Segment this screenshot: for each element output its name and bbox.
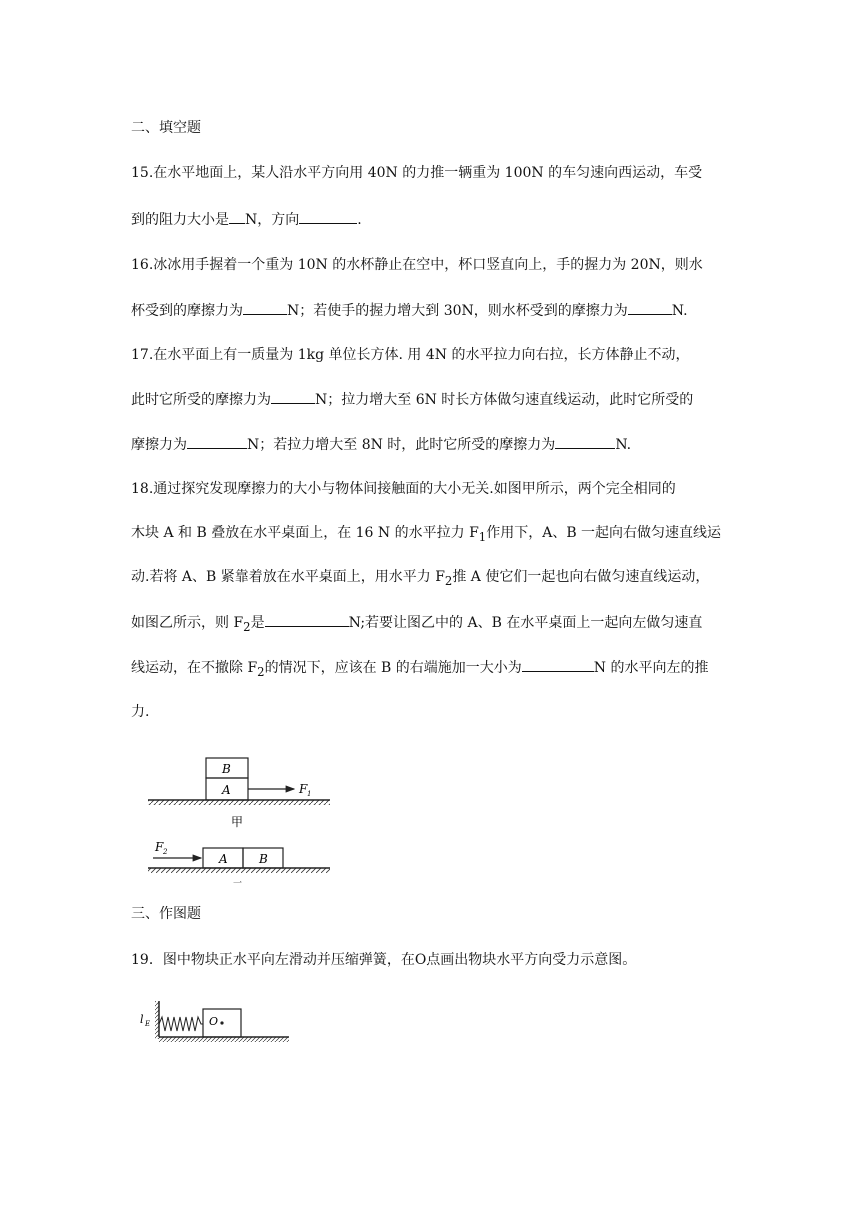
block-b-label-bottom: B [259, 852, 268, 866]
q17-blank-3[interactable] [555, 434, 615, 449]
q18-line-1: 18.通过探究发现摩擦力的大小与物体间接触面的大小无关.如图甲所示，两个完全相同的 [131, 481, 676, 497]
caption-jia: 甲 [231, 815, 244, 829]
q17-text-a: 此时它所受的摩擦力为 [131, 392, 271, 408]
q18-sub-1: 1 [478, 529, 487, 544]
q18-line-3 [131, 567, 709, 591]
q18-sub-2: 2 [444, 573, 453, 588]
force-f1-label: F [299, 782, 308, 796]
q18-sub-3: 2 [243, 619, 251, 634]
q18-text-i: 的情况下，应该在 B 的右端施加一大小为 [264, 660, 522, 676]
q16-text-c: N. [671, 303, 688, 319]
q19-figure-svg [136, 997, 296, 1045]
q15-text-c: . [357, 212, 362, 228]
q15-line-2 [131, 209, 362, 230]
q16-line-2 [131, 300, 688, 321]
q17-text-c: 摩擦力为 [131, 437, 187, 453]
q16-text-a: 杯受到的摩擦力为 [131, 303, 243, 319]
q18-figure-svg [131, 738, 343, 888]
q16-blank-1[interactable] [243, 300, 287, 315]
section-heading-fill-blank: 二、填空题 [131, 120, 201, 136]
q19-figure [136, 997, 296, 1045]
q18-blank-2[interactable] [522, 657, 594, 672]
q18-line-6: 力. [131, 704, 150, 720]
q18-text-j: N 的水平向左的推 [593, 660, 709, 676]
q18-line-5 [131, 657, 708, 682]
force-f2-sub: 2 [163, 848, 168, 856]
q18-line-4 [131, 612, 702, 637]
q18-text-d: 推 A 使它们一起也向右做匀速直线运动， [452, 569, 710, 585]
q18-text-a: 木块 A 和 B 叠放在水平桌面上，在 16 N 的水平拉力 F [131, 525, 479, 541]
q17-text-d: N；若拉力增大至 8N 时，此时它所受的摩擦力为 [247, 437, 556, 453]
q18-blank-1[interactable] [265, 612, 349, 627]
point-o-label: O [209, 1015, 219, 1028]
caption-yi: 一 [233, 879, 243, 888]
q17-line-1: 17.在水平面上有一质量为 1kg 单位长方体. 用 4N 的水平拉力向右拉，长方体静止不动， [131, 347, 690, 363]
q17-line-2 [131, 389, 693, 410]
point-o [220, 1021, 223, 1024]
q18-text-f: 是 [250, 615, 265, 631]
q16-line-1: 16.冰冰用手握着一个重为 10N 的水杯静止在空中，杯口竖直向上，手的握力为 20N，则水 [131, 257, 703, 273]
q17-text-e: N. [615, 437, 632, 453]
block-a-label-top: A [222, 783, 231, 797]
q18-line-2 [131, 523, 721, 547]
q15-text-a: 到的阻力大小是 [131, 212, 229, 228]
q18-figure [131, 738, 343, 888]
q16-blank-2[interactable] [628, 300, 672, 315]
q15-text-b: N，方向 [245, 212, 300, 228]
q17-line-3 [131, 434, 631, 455]
q18-text-g: N;若要让图乙中的 A、B 在水平桌面上一起向左做匀速直 [348, 615, 703, 631]
q17-text-b: N；拉力增大至 6N 时长方体做匀速直线运动，此时它所受的 [315, 392, 694, 408]
q15-blank-2[interactable] [299, 209, 357, 224]
spring [159, 1017, 203, 1031]
q15-line-1: 15.在水平地面上，某人沿水平方向用 40N 的力推一辆重为 100N 的车匀速向西运动，车受 [131, 165, 703, 181]
force-f1-sub: 1 [307, 790, 312, 798]
q18-text-h: 线运动，在不撤除 F [131, 660, 258, 676]
q18-sub-4: 2 [257, 664, 265, 679]
section-heading-drawing: 三、作图题 [131, 906, 201, 922]
block-a-label-bottom: A [219, 852, 228, 866]
q17-blank-1[interactable] [271, 389, 315, 404]
wall-label: l [140, 1013, 144, 1026]
q18-text-b: 作用下，A、B 一起向右做匀速直线运 [486, 525, 722, 541]
q16-text-b: N；若使手的握力增大到 30N，则水杯受到的摩擦力为 [287, 303, 628, 319]
wall-label-sub: E [145, 1020, 151, 1028]
block-b-label-top: B [222, 762, 231, 776]
force-f2-label: F [155, 840, 164, 854]
q15-blank-1[interactable] [229, 209, 245, 224]
q18-text-e: 如图乙所示，则 F [131, 615, 244, 631]
q18-text-c: 动.若将 A、B 紧靠着放在水平桌面上，用水平力 F [131, 569, 445, 585]
q17-blank-2[interactable] [187, 434, 247, 449]
q19-line-1: 19．图中物块正水平向左滑动并压缩弹簧，在O点画出物块水平方向受力示意图。 [131, 952, 637, 968]
